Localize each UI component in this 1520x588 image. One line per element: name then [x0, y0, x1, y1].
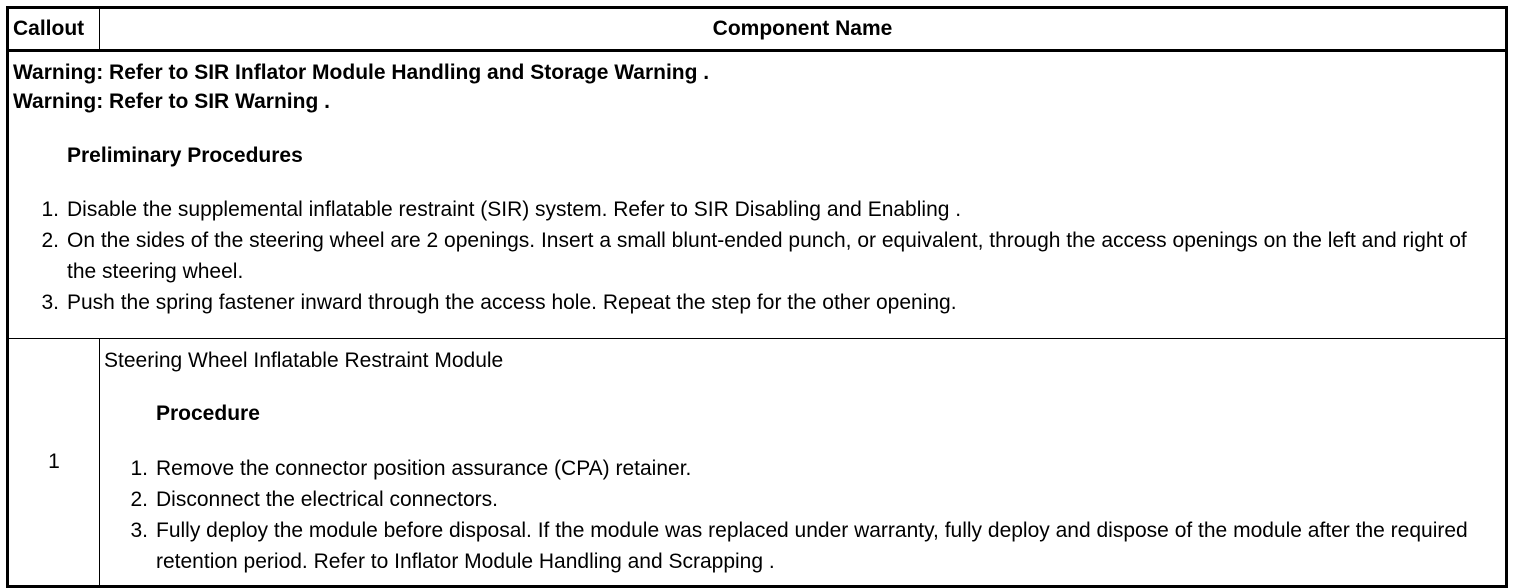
step-item — [104, 453, 1501, 484]
table-header-row — [8, 8, 1507, 51]
preliminary-steps-list — [13, 194, 1501, 318]
component-table — [6, 6, 1508, 588]
intro-row — [8, 51, 1507, 339]
step-item — [13, 287, 1501, 318]
table-row — [8, 339, 1507, 587]
intro-cell — [8, 51, 1507, 339]
callout-number: 1 — [8, 339, 100, 587]
step-number: 3. — [130, 519, 148, 542]
step-number: 2. — [130, 488, 148, 511]
step-number: 3. — [41, 291, 59, 314]
step-text: Push the spring fastener inward through the access hole. Repeat the step for the other opening. — [67, 291, 957, 314]
step-text: Fully deploy the module before disposal. If the module was replaced under warranty, fully deploy and dispose of the module after the required retention period. Refer to Inflator Module Handling and Scrapping . — [156, 519, 1468, 573]
step-number: 2. — [41, 229, 59, 252]
step-text: Disconnect the electrical connectors. — [156, 488, 498, 511]
step-text: On the sides of the steering wheel are 2 openings. Insert a small blunt-ended punch, or equivalent, through the access openings on the left and right of the steering wheel. — [67, 229, 1467, 283]
component-name: Steering Wheel Inflatable Restraint Module — [104, 349, 504, 372]
step-number: 1. — [130, 457, 148, 480]
component-cell — [100, 339, 1507, 587]
step-item — [13, 194, 1501, 225]
procedure-steps-list — [104, 453, 1501, 577]
step-item — [104, 484, 1501, 515]
component-name-column-header: Component Name — [100, 8, 1507, 51]
step-text: Remove the connector position assurance (CPA) retainer. — [156, 457, 692, 480]
step-item — [13, 225, 1501, 287]
warning-text: Warning: Refer to SIR Inflator Module Handling and Storage Warning . — [13, 61, 710, 84]
step-item — [104, 515, 1501, 577]
section-heading: Preliminary Procedures — [67, 144, 303, 167]
callout-column-header: Callout — [8, 8, 100, 51]
section-heading: Procedure — [156, 402, 260, 425]
step-number: 1. — [41, 198, 59, 221]
warning-text: Warning: Refer to SIR Warning . — [13, 90, 330, 113]
step-text: Disable the supplemental inflatable restraint (SIR) system. Refer to SIR Disabling and Enabling . — [67, 198, 962, 221]
